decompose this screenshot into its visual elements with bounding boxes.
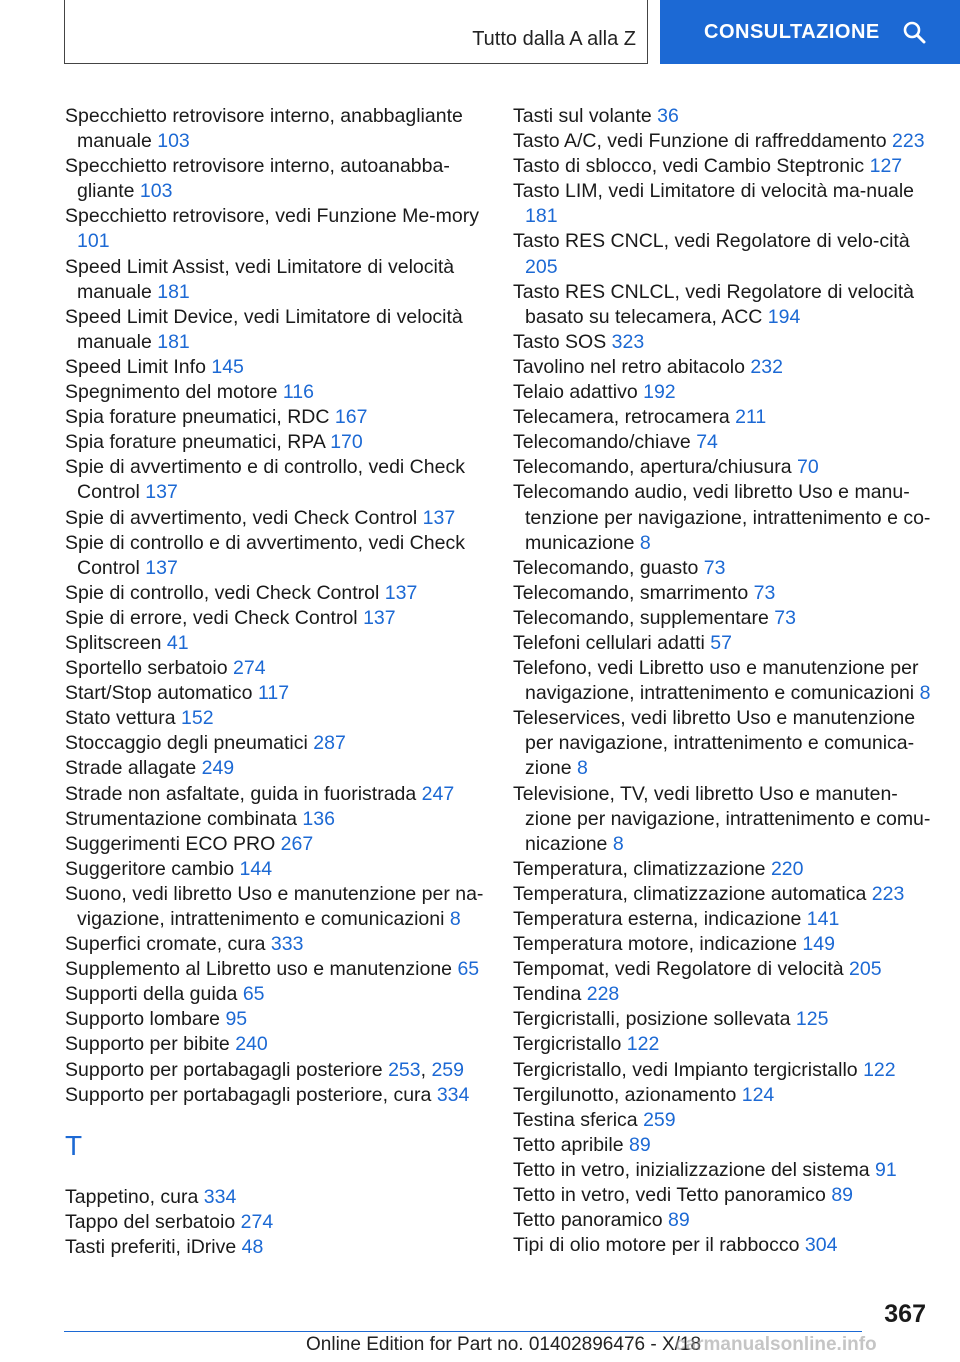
page-link[interactable]: 223 (892, 130, 925, 153)
page-link[interactable]: 149 (802, 933, 835, 956)
entry-text: Televisione, TV, vedi libretto Uso e manuten-zione per navigazione, intrattenimento e comu-nicazione (513, 782, 931, 855)
page-link[interactable]: 333 (270, 933, 304, 956)
page-link[interactable]: 89 (831, 1184, 854, 1207)
index-entry (513, 1233, 933, 1258)
entry-text: Spie di controllo, vedi Check Control (65, 581, 380, 604)
page-link[interactable]: 137 (145, 556, 178, 579)
entry-text: Supplemento al Libretto uso e manutenzione (65, 958, 453, 981)
index-entry (513, 104, 933, 129)
entry-text: Tempomat, vedi Regolatore di velocità (513, 958, 844, 981)
section-title: Tutto dalla A alla Z (472, 28, 636, 50)
index-entry (513, 355, 933, 380)
index-column-left (65, 104, 485, 1260)
entry-text: Telefono, vedi Libretto uso e manutenzione per navigazione, intrattenimento e comunicazioni (513, 657, 919, 705)
entry-text: Telecomando, guasto (513, 556, 699, 579)
tab-label: CONSULTAZIONE (704, 20, 880, 43)
page-link[interactable]: 181 (157, 280, 190, 303)
index-entry (65, 857, 485, 882)
page-link[interactable]: 74 (696, 431, 718, 454)
index-list-t-continued (513, 104, 933, 1258)
page-link[interactable]: 194 (767, 305, 801, 328)
entry-text: Tergilunotto, azionamento (513, 1083, 737, 1106)
index-entry (65, 706, 485, 731)
page-link[interactable]: 57 (710, 631, 732, 654)
page-link[interactable]: 141 (806, 908, 840, 930)
index-entry (513, 1058, 933, 1083)
entry-text: Tavolino nel retro abitacolo (513, 355, 745, 378)
index-entry (65, 756, 485, 781)
entry-text: Supporto per portabagagli posteriore, cura (65, 1083, 432, 1106)
page-link[interactable]: 137 (145, 481, 178, 504)
index-entry (513, 380, 933, 405)
entry-text: Speed Limit Info (65, 355, 206, 378)
page-link[interactable]: 117 (257, 682, 290, 705)
entry-text: Tasto SOS (513, 330, 607, 353)
index-entry (65, 656, 485, 681)
entry-text: Tasto A/C, vedi Funzione di raffreddamento (513, 130, 887, 153)
page-link[interactable]: 95 (225, 1008, 248, 1031)
index-entry (513, 1208, 933, 1233)
page-link[interactable]: 36 (657, 105, 679, 127)
page-link[interactable]: 124 (741, 1083, 775, 1106)
section-letter: T (65, 1129, 83, 1161)
page-link[interactable]: 122 (863, 1058, 896, 1081)
page-link[interactable]: 170 (330, 431, 363, 454)
index-entry (65, 631, 485, 656)
entry-text: Tergicristallo, vedi Impianto tergicristallo (513, 1058, 858, 1081)
page-link[interactable]: 122 (626, 1033, 660, 1056)
page-link[interactable]: 89 (668, 1209, 690, 1232)
page-link[interactable]: 323 (611, 330, 645, 353)
page-link[interactable]: 249 (201, 757, 235, 780)
entry-text: Telecomando, supplementare (513, 606, 769, 629)
index-entry (513, 1032, 933, 1057)
page-link[interactable]: 48 (241, 1235, 264, 1258)
index-entry (65, 1210, 485, 1235)
entry-text: Strade non asfaltate, guida in fuoristrada (65, 782, 417, 805)
index-entry (65, 355, 485, 380)
entry-text: Supporto per portabagagli posteriore (65, 1058, 383, 1081)
entry-text: Spie di avvertimento e di controllo, vedi Check Control (65, 456, 465, 504)
entry-text: Speed Limit Device, vedi Limitatore di velocità manuale (65, 305, 463, 353)
index-entry (65, 255, 485, 305)
watermark: carmanualsonline.info (675, 1334, 877, 1355)
page-link[interactable]: 73 (753, 581, 776, 604)
page-link[interactable]: 8 (449, 908, 461, 930)
entry-text: Tetto in vetro, vedi Tetto panoramico (513, 1184, 826, 1207)
page-link[interactable]: 103 (157, 130, 190, 153)
index-entry: Supporto per portabagagli posteriore 253, 259 (65, 1058, 464, 1081)
index-column-right (513, 104, 933, 1258)
index-entry (513, 154, 933, 179)
entry-text: Tergicristallo (513, 1033, 622, 1056)
page-link[interactable]: 232 (750, 355, 783, 378)
entry-text: Stato vettura (65, 707, 176, 730)
index-entry (65, 957, 485, 982)
page-link[interactable]: 247 (421, 782, 455, 805)
index-entry (513, 606, 933, 631)
page-link[interactable]: 304 (804, 1234, 838, 1257)
index-entry (513, 581, 933, 606)
page-link[interactable]: 137 (384, 581, 418, 604)
index-entry (513, 1108, 933, 1133)
index-entry (65, 506, 485, 531)
index-entry (513, 430, 933, 455)
page-link[interactable]: 8 (612, 832, 624, 855)
page-link[interactable]: 137 (422, 506, 456, 529)
page-link[interactable]: 211 (735, 406, 767, 429)
page-link[interactable]: 65 (242, 983, 265, 1006)
page-link[interactable]: 253 (388, 1058, 421, 1081)
page-link[interactable]: 240 (235, 1033, 268, 1056)
entry-text: Tappo del serbatoio (65, 1210, 236, 1233)
entry-text: Tetto apribile (513, 1133, 624, 1156)
page-link[interactable]: 8 (577, 757, 588, 780)
index-entry (65, 782, 485, 807)
page-link[interactable]: 259 (643, 1108, 676, 1131)
index-entry (513, 882, 933, 907)
page-link[interactable]: 205 (849, 958, 882, 981)
entry-text: Tergicristalli, posizione sollevata (513, 1008, 791, 1031)
index-entry (65, 932, 485, 957)
entry-text: Tipi di olio motore per il rabbocco (513, 1234, 800, 1257)
index-entry (65, 154, 485, 204)
entry-text: Spie di avvertimento, vedi Check Control (65, 506, 418, 529)
entry-text: Strade allagate (65, 757, 197, 780)
page-link[interactable]: 274 (233, 657, 266, 680)
index-entry (65, 731, 485, 756)
index-entry (513, 982, 933, 1007)
page-link[interactable]: 103 (139, 180, 173, 203)
page-link[interactable]: 274 (240, 1210, 274, 1233)
entry-text: Telecomando audio, vedi libretto Uso e manu-tenzione per navigazione, intrattenimento e co-municazione (513, 481, 931, 554)
page-link[interactable]: 73 (774, 606, 796, 629)
footer-rule (64, 1331, 862, 1332)
page-link[interactable]: 223 (871, 882, 905, 905)
index-entry (513, 280, 933, 330)
index-entry (65, 581, 485, 606)
page-link[interactable]: 8 (639, 531, 651, 554)
index-entry (65, 455, 485, 505)
page-link[interactable]: 334 (436, 1083, 470, 1106)
page-link[interactable]: 181 (157, 330, 190, 353)
index-entry (65, 204, 485, 254)
consultazione-tab[interactable] (660, 0, 960, 64)
page-link[interactable]: 125 (795, 1008, 829, 1031)
page-link[interactable]: 259 (431, 1058, 464, 1081)
entry-text: Splitscreen (65, 631, 162, 654)
page-link[interactable]: 116 (282, 381, 314, 404)
index-entry (513, 932, 933, 957)
index-entry (65, 405, 485, 430)
search-icon[interactable] (902, 20, 926, 44)
entry-text: Supporti della guida (65, 983, 238, 1006)
entry-text: Testina sferica (513, 1108, 638, 1131)
entry-text: Tasto RES CNCL, vedi Regolatore di velo-cità (513, 230, 910, 253)
page-link[interactable]: 136 (302, 807, 335, 830)
entry-text: Stoccaggio degli pneumatici (65, 732, 308, 755)
entry-text: Speed Limit Assist, vedi Limitatore di velocità manuale (65, 255, 455, 303)
entry-text: Tetto panoramico (513, 1209, 663, 1232)
page-link[interactable]: 89 (629, 1133, 651, 1156)
index-entry (65, 807, 485, 832)
index-entry (65, 1185, 485, 1210)
entry-text: Telecamera, retrocamera (513, 406, 730, 429)
page-link[interactable]: 205 (525, 255, 558, 278)
entry-text: Sportello serbatoio (65, 657, 228, 680)
index-entry (513, 405, 933, 430)
page-link[interactable]: 101 (77, 230, 110, 253)
index-entry (513, 1183, 933, 1208)
entry-text: Tetto in vetro, inizializzazione del sistema (513, 1158, 870, 1181)
index-entry (513, 782, 933, 857)
page-link[interactable]: 127 (869, 155, 903, 178)
index-entry (65, 430, 485, 455)
entry-text: Suggeritore cambio (65, 857, 235, 880)
entry-text: Spia forature pneumatici, RPA (65, 431, 325, 454)
index-entry (513, 1158, 933, 1183)
entry-text: Suggerimenti ECO PRO (65, 832, 276, 855)
page-link[interactable]: 91 (875, 1158, 897, 1181)
entry-text: Specchietto retrovisore, vedi Funzione Me-mory (65, 205, 480, 228)
index-entry (513, 631, 933, 656)
entry-text: Start/Stop automatico (65, 682, 253, 705)
entry-text: Tasto LIM, vedi Limitatore di velocità ma-nuale (513, 180, 915, 203)
index-entry (513, 1083, 933, 1108)
index-entry (513, 1007, 933, 1032)
entry-text: Tasti preferiti, iDrive (65, 1235, 237, 1258)
entry-text: Strumentazione combinata (65, 807, 297, 830)
entry-text: Temperatura motore, indicazione (513, 933, 797, 956)
page-link[interactable]: 70 (797, 456, 819, 479)
index-entry (513, 706, 933, 781)
page-link[interactable]: 65 (457, 958, 480, 981)
index-entry (513, 480, 933, 555)
entry-text: Spegnimento del motore (65, 381, 278, 404)
index-entry (513, 656, 933, 706)
page-link[interactable]: 220 (770, 857, 804, 880)
index-entry (65, 606, 485, 631)
entry-text: Temperatura esterna, indicazione (513, 908, 802, 930)
page-number: 367 (884, 1300, 926, 1328)
index-entry (65, 531, 485, 581)
page-link[interactable]: 181 (525, 205, 558, 228)
page-link[interactable]: 145 (211, 355, 244, 378)
entry-text: Spie di controllo e di avvertimento, vedi Check Control (65, 531, 465, 579)
page-link[interactable]: 167 (334, 406, 368, 429)
index-entry (513, 1133, 933, 1158)
index-entry (65, 104, 485, 154)
entry-text: Teleservices, vedi libretto Uso e manutenzione per navigazione, intrattenimento e comunica-zione (513, 707, 916, 780)
page-link[interactable]: 152 (181, 707, 214, 730)
index-entry (513, 129, 933, 154)
index-entry (513, 179, 933, 229)
entry-text: Superfici cromate, cura (65, 933, 266, 956)
index-entry (65, 1032, 485, 1057)
page-link[interactable]: 137 (363, 606, 396, 629)
entry-text: Spie di errore, vedi Check Control (65, 606, 358, 629)
index-list-t (65, 1185, 485, 1260)
page-link[interactable]: 267 (280, 832, 314, 855)
index-entry (65, 681, 485, 706)
index-entry (513, 957, 933, 982)
entry-text: Telecomando, smarrimento (513, 581, 749, 604)
footer-edition: Online Edition for Part no. 01402896476 - X/18 (306, 1334, 702, 1355)
index-entry (65, 1235, 485, 1260)
index-entry (513, 229, 933, 279)
entry-text: Tasti sul volante (513, 105, 652, 127)
page-link[interactable]: 73 (703, 556, 726, 579)
entry-text: Telefoni cellulari adatti (513, 631, 705, 654)
entry-text: Temperatura, climatizzazione automatica (513, 882, 867, 905)
page-link[interactable]: 144 (239, 857, 273, 880)
index-entry (65, 380, 485, 405)
index-entry (65, 305, 485, 355)
index-entry (65, 1007, 485, 1032)
index-entry (513, 330, 933, 355)
index-entry (513, 907, 933, 932)
entry-text: Telecomando/chiave (513, 431, 691, 454)
index-entry (65, 832, 485, 857)
entry-text: Specchietto retrovisore interno, autoanabba-gliante (65, 155, 450, 203)
page-link[interactable]: 192 (643, 381, 676, 404)
entry-text: Tasto di sblocco, vedi Cambio Steptronic (513, 155, 865, 178)
entry-text: Temperatura, climatizzazione (513, 857, 766, 880)
index-entry (513, 857, 933, 882)
entry-text: Supporto lombare (65, 1008, 221, 1031)
index-entry (65, 882, 485, 932)
entry-text: Suono, vedi libretto Uso e manutenzione per na-vigazione, intrattenimento e comunicazioni (65, 882, 484, 930)
page-link[interactable]: 228 (586, 983, 620, 1006)
entry-text: Telecomando, apertura/chiusura (513, 456, 792, 479)
entry-text: Specchietto retrovisore interno, anabbagliante manuale (65, 105, 463, 153)
entry-text: Tendina (513, 983, 582, 1006)
index-entry (65, 1083, 485, 1108)
entry-text: Telaio adattivo (513, 381, 638, 404)
index-entry (513, 455, 933, 480)
entry-text: Supporto per bibite (65, 1033, 230, 1056)
page-link[interactable]: 41 (166, 631, 189, 654)
entry-text: Tasto RES CNLCL, vedi Regolatore di velocità basato su telecamera, ACC (513, 280, 915, 328)
page-link[interactable]: 287 (313, 732, 346, 755)
page-link[interactable]: 334 (203, 1185, 237, 1208)
index-list-s (65, 104, 485, 1108)
entry-text: Spia forature pneumatici, RDC (65, 406, 330, 429)
index-entry (513, 556, 933, 581)
index-entry (65, 982, 485, 1007)
page-link[interactable]: 8 (919, 682, 931, 705)
entry-text: Tappetino, cura (65, 1185, 199, 1208)
